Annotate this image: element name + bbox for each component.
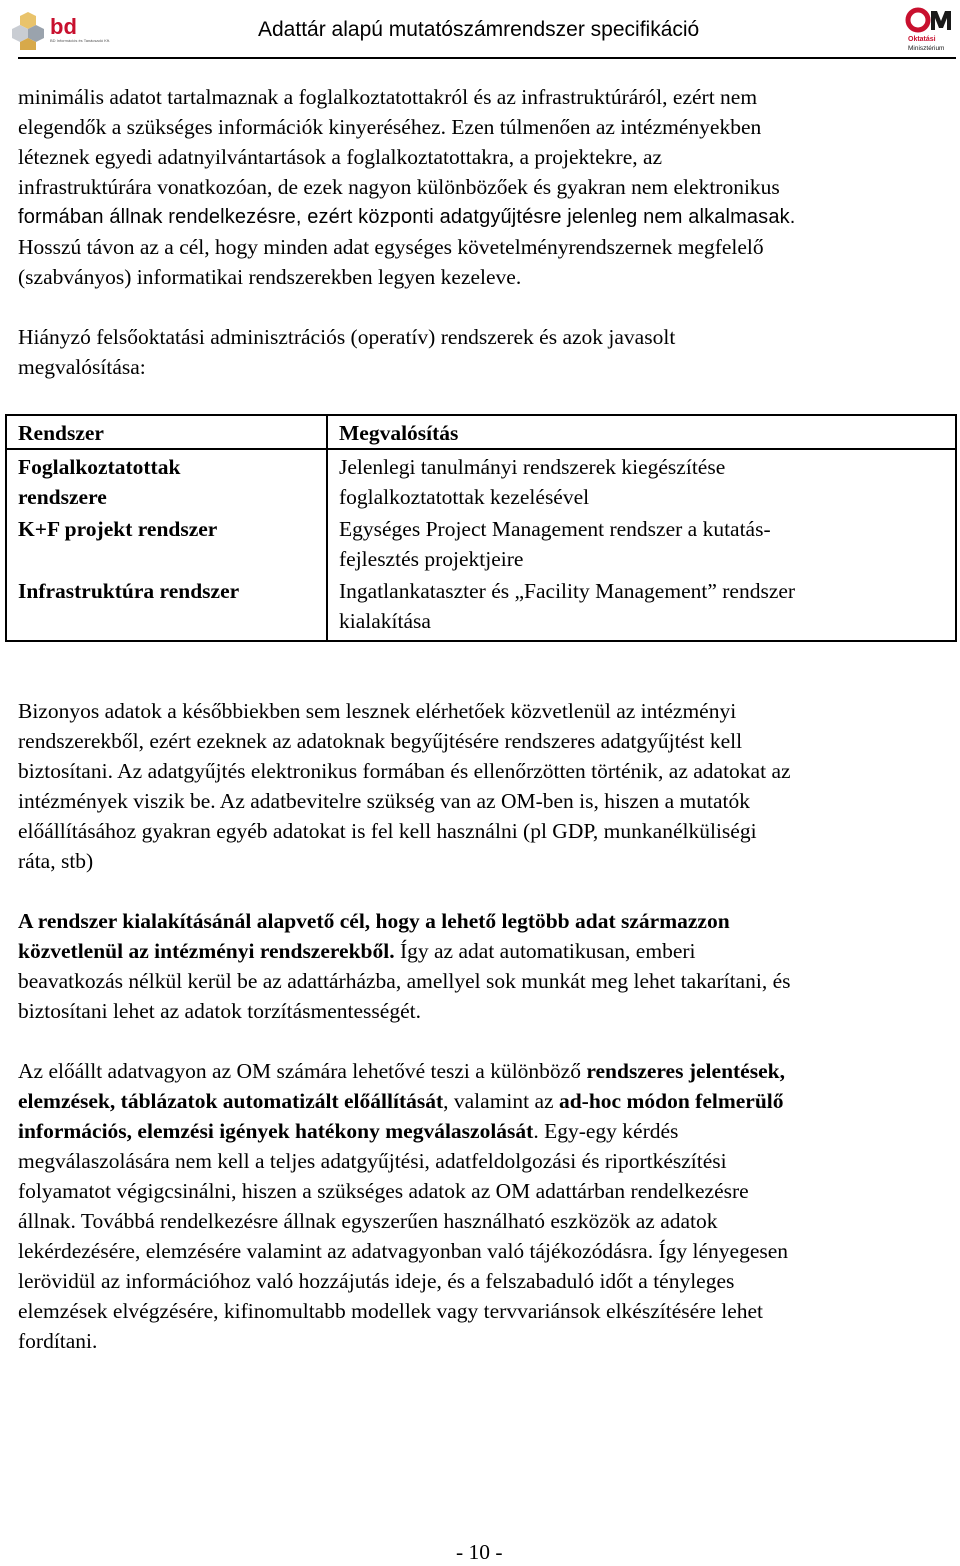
text-run: . Egy-egy kérdés bbox=[533, 1119, 679, 1143]
paragraph-5 bbox=[18, 1056, 958, 1356]
paragraph-1 bbox=[18, 82, 958, 292]
text-line: biztosítani. Az adatgyűjtés elektronikus formában és ellenőrzötten történik, az adatokat az bbox=[18, 759, 791, 783]
text-line: (szabványos) informatikai rendszerekben legyen kezeleve. bbox=[18, 265, 522, 289]
header-divider bbox=[18, 57, 956, 59]
table-header-row bbox=[6, 415, 956, 449]
text-line: Hosszú távon az a cél, hogy minden adat egységes követelményrendszernek megfelelő bbox=[18, 235, 764, 259]
header-cell-implementation: Megvalósítás bbox=[327, 415, 956, 449]
svg-text:Minisztérium: Minisztérium bbox=[908, 45, 945, 52]
header-cell-system: Rendszer bbox=[6, 415, 327, 449]
text-line: lekérdezésére, elemzésére valamint az adatvagyonban való tájékozódásra. Így lényegesen bbox=[18, 1239, 789, 1263]
text-line: beavatkozás nélkül kerül be az adattárházba, amellyel sok munkát meg lehet takarítani, és bbox=[18, 969, 791, 993]
text-line: lerövidül az információhoz való hozzájutás ideje, és a felszabaduló időt a tényleges bbox=[18, 1269, 735, 1293]
bold-text: ad-hoc módon felmerülő bbox=[558, 1089, 784, 1113]
systems-table bbox=[5, 414, 957, 642]
cell-line: Egységes Project Management rendszer a kutatás- bbox=[339, 517, 771, 541]
text-line bbox=[18, 1056, 958, 1086]
system-cell bbox=[6, 449, 327, 512]
text-line: rendszerekből, ezért ezeknek az adatoknak begyűjtésére rendszeres adatgyűjtést kell bbox=[18, 729, 743, 753]
text-line: Hiányzó felsőoktatási adminisztrációs (operatív) rendszerek és azok javasolt bbox=[18, 325, 676, 349]
svg-text:Oktatási: Oktatási bbox=[908, 36, 936, 43]
implementation-cell bbox=[327, 574, 956, 641]
paragraph-4 bbox=[18, 906, 958, 1026]
svg-text:OM: OM bbox=[904, 6, 906, 7]
bold-text: információs, elemzési igények hatékony megválaszolását bbox=[18, 1119, 534, 1143]
cell-line: foglalkoztatottak kezelésével bbox=[339, 485, 590, 509]
paragraph-3 bbox=[18, 696, 958, 876]
text-line bbox=[18, 1086, 958, 1116]
text-line: biztosítani lehet az adatok torzításmentességét. bbox=[18, 999, 421, 1023]
text-line: infrastruktúrára vonatkozóan, de ezek nagyon különbözőek és gyakran nem elektronikus bbox=[18, 175, 780, 199]
page-header bbox=[0, 0, 960, 56]
text-line: folyamatot végigcsinálni, hiszen a szükséges adatok az OM adattárban rendelkezésre bbox=[18, 1179, 749, 1203]
text-line: megválaszolására nem kell a teljes adatgyűjtési, adatfeldolgozási és riportkészítési bbox=[18, 1149, 727, 1173]
text-line bbox=[18, 906, 958, 936]
cell-line: fejlesztés projektjeire bbox=[339, 547, 524, 571]
text-line: ráta, stb) bbox=[18, 849, 94, 873]
text-line: Bizonyos adatok a későbbiekben sem lesznek elérhetőek közvetlenül az intézményi bbox=[18, 699, 737, 723]
text-run: , valamint az bbox=[443, 1089, 559, 1113]
cell-line: Ingatlankataszter és „Facility Management” rendszer bbox=[339, 579, 796, 603]
text-run: Az előállt adatvagyon az OM számára lehetővé teszi a különböző bbox=[18, 1059, 587, 1083]
table-row bbox=[6, 449, 956, 512]
text-line: formában állnak rendelkezésre, ezért központi adatgyűjtésre jelenleg nem alkalmasak. bbox=[18, 206, 796, 228]
text-line: minimális adatot tartalmaznak a foglalkoztatottakról és az infrastruktúráról, ezért nem bbox=[18, 85, 758, 109]
page-number: - 10 - bbox=[456, 1540, 503, 1564]
cell-line: Foglalkoztatottak bbox=[18, 455, 181, 479]
bd-company-logo bbox=[14, 8, 111, 50]
bold-text: elemzések, táblázatok automatizált előállítását bbox=[18, 1089, 444, 1113]
text-line bbox=[18, 1116, 958, 1146]
bold-text: rendszeres jelentések, bbox=[586, 1059, 785, 1083]
cell-line: K+F projekt rendszer bbox=[18, 517, 218, 541]
cell-line: Infrastruktúra rendszer bbox=[18, 579, 240, 603]
document-title: Adattár alapú mutatószámrendszer specifikáció bbox=[258, 18, 700, 41]
text-line: elegendők a szükséges információk kinyeréséhez. Ezen túlmenően az intézményekben bbox=[18, 115, 762, 139]
system-cell bbox=[6, 512, 327, 574]
bold-text: A rendszer kialakításánál alapvető cél, hogy a lehető legtöbb adat származzon bbox=[18, 909, 730, 933]
text-line: állnak. Továbbá rendelkezésre állnak egyszerűen használható eszközök az adatok bbox=[18, 1209, 718, 1233]
implementation-cell bbox=[327, 512, 956, 574]
cell-line: rendszere bbox=[18, 485, 107, 509]
bold-text: közvetlenül az intézményi rendszerekből. bbox=[18, 939, 395, 963]
table-row bbox=[6, 574, 956, 641]
text-run: Így az adat automatikusan, emberi bbox=[394, 939, 696, 963]
om-ministry-logo bbox=[904, 6, 954, 52]
svg-text:bd: bd bbox=[50, 14, 77, 39]
cell-line: kialakítása bbox=[339, 609, 431, 633]
text-line: elemzések elvégzésére, kifinomultabb modellek vagy tervvariánsok elkészítésére lehet bbox=[18, 1299, 764, 1323]
cell-line: Jelenlegi tanulmányi rendszerek kiegészítése bbox=[339, 455, 726, 479]
system-cell bbox=[6, 574, 327, 641]
text-line bbox=[18, 936, 958, 966]
text-line: megvalósítása: bbox=[18, 355, 146, 379]
text-line: intézmények viszik be. Az adatbevitelre szükség van az OM-ben is, hiszen a mutatók bbox=[18, 789, 750, 813]
table-row bbox=[6, 512, 956, 574]
text-line: előállításához gyakran egyéb adatokat is fel kell használni (pl GDP, munkanélküliségi bbox=[18, 819, 757, 843]
text-line: fordítani. bbox=[18, 1329, 98, 1353]
paragraph-2 bbox=[18, 322, 958, 382]
implementation-cell bbox=[327, 449, 956, 512]
text-line: léteznek egyedi adatnyilvántartások a foglalkoztatottakra, a projektekre, az bbox=[18, 145, 663, 169]
svg-text:BD Információs és Tanácsadó Kf: BD Információs és Tanácsadó Kft. bbox=[50, 38, 111, 43]
